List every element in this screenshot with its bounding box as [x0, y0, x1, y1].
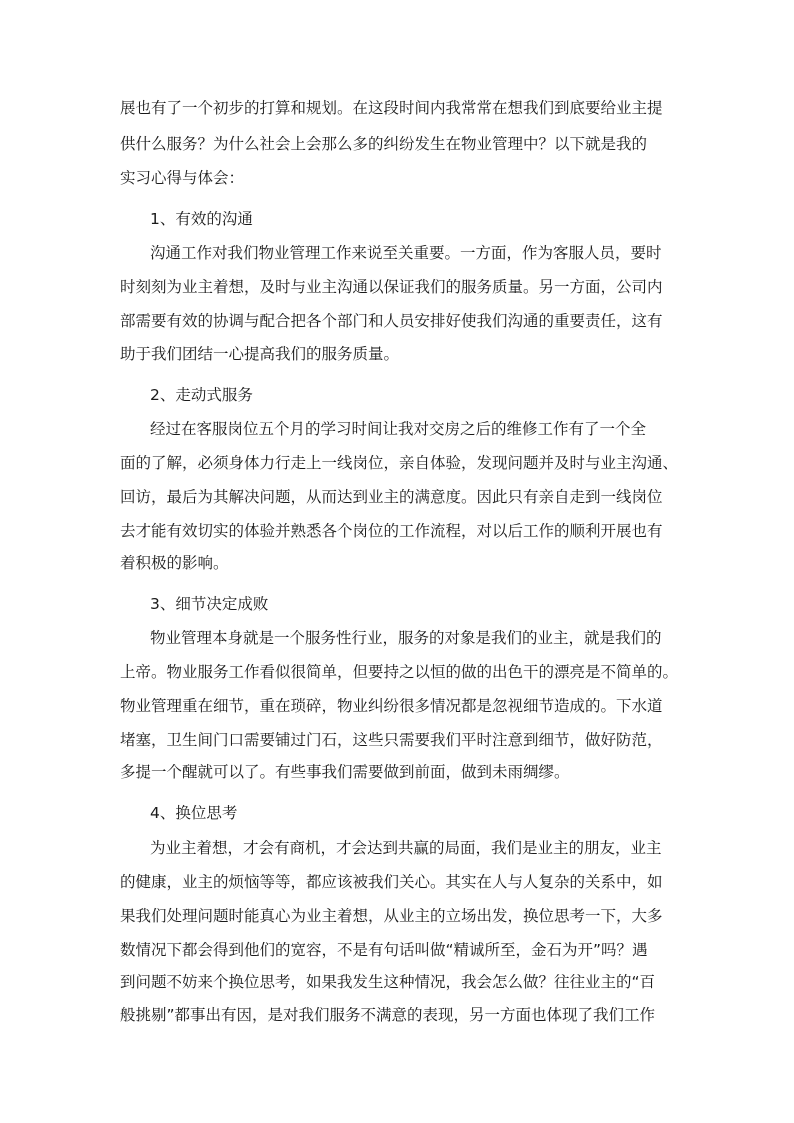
body-text-line: 部需要有效的协调与配合把各个部门和人员安排好使我们沟通的重要责任，这有 — [120, 312, 663, 330]
body-text-line: 上帝。物业服务工作看似很简单，但要持之以恒的做的出色干的漂亮是不简单的。 — [120, 663, 679, 681]
body-text-line: 展也有了一个初步的打算和规划。在这段时间内我常常在想我们到底要给业主提 — [120, 99, 663, 117]
body-text-line: 回访，最后为其解决问题，从而达到业主的满意度。因此只有亲自走到一线岗位 — [120, 488, 663, 506]
body-text-line: 堵塞，卫生间门口需要铺过门石，这些只需要我们平时注意到细节，做好防范， — [120, 731, 663, 749]
body-text-line: 数情况下都会得到他们的宽容，不是有句话叫做“精诚所至，金石为开”吗？遇 — [120, 941, 648, 959]
body-text-line: 着积极的影响。 — [120, 554, 229, 572]
body-text-line: 到问题不妨来个换位思考，如果我发生这种情况，我会怎么做？往往业主的“百 — [120, 973, 656, 991]
body-text-line: 助于我们团结一心提高我们的服务质量。 — [120, 345, 400, 363]
body-text-line: 为业主着想，才会有商机，才会达到共赢的局面，我们是业主的朋友，业主 — [150, 839, 662, 857]
body-text-line: 面的了解，必须身体力行走上一线岗位，亲自体验，发现问题并及时与业主沟通、 — [120, 454, 679, 472]
body-text-line: 果我们处理问题时能真心为业主着想，从业主的立场出发，换位思考一下，大多 — [120, 907, 663, 925]
body-text-line: 去才能有效切实的体验并熟悉各个岗位的工作流程，对以后工作的顺利开展也有 — [120, 522, 663, 540]
section-heading: 1、有效的沟通 — [150, 210, 253, 228]
body-text-line: 实习心得与体会： — [120, 169, 245, 187]
body-text-line: 物业管理重在细节，重在琐碎，物业纠纷很多情况都是忽视细节造成的。下水道 — [120, 697, 663, 715]
section-heading: 4、换位思考 — [150, 804, 238, 822]
body-text-line: 供什么服务？为什么社会上会那么多的纠纷发生在物业管理中？以下就是我的 — [120, 135, 648, 153]
body-text-line: 经过在客服岗位五个月的学习时间让我对交房之后的维修工作有了一个全 — [150, 420, 647, 438]
section-heading: 2、走动式服务 — [150, 386, 253, 404]
body-text-line: 般挑剔”都事出有因，是对我们服务不满意的表现，另一方面也体现了我们工作 — [120, 1006, 656, 1024]
body-text-line: 沟通工作对我们物业管理工作来说至关重要。一方面，作为客服人员，要时 — [150, 244, 662, 262]
section-heading: 3、细节决定成败 — [150, 595, 269, 613]
body-text-line: 多提一个醒就可以了。有些事我们需要做到前面，做到未雨绸缪。 — [120, 763, 570, 781]
body-text-line: 物业管理本身就是一个服务性行业，服务的对象是我们的业主，就是我们的 — [150, 629, 662, 647]
body-text-line: 时刻刻为业主着想，及时与业主沟通以保证我们的服务质量。另一方面，公司内 — [120, 278, 663, 296]
body-text-line: 的健康，业主的烦恼等等，都应该被我们关心。其实在人与人复杂的关系中，如 — [120, 873, 663, 891]
